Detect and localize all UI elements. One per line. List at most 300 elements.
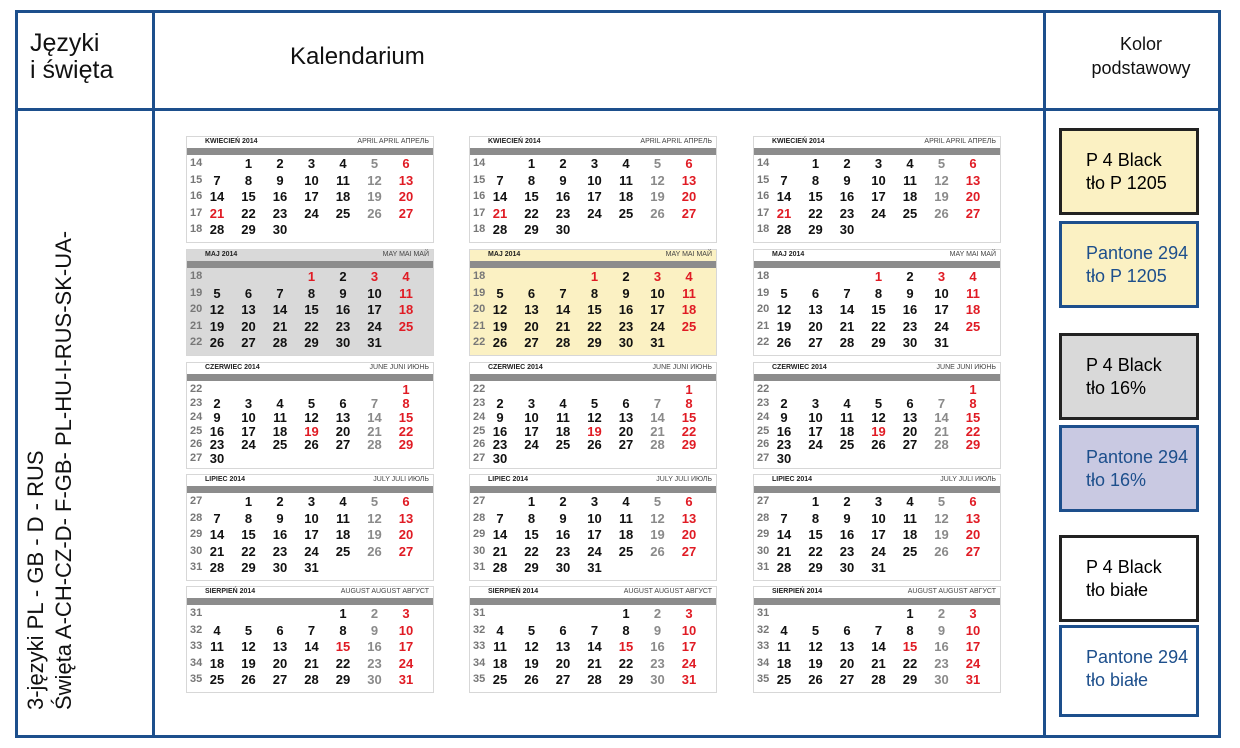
day-number: 13 (524, 302, 539, 318)
color-header (1066, 32, 1216, 80)
day-number: 6 (969, 156, 977, 171)
day-number: 9 (276, 510, 284, 526)
day-number: 21 (587, 655, 602, 671)
day-number: 10 (304, 510, 319, 526)
month-name: MAJ 2014 (772, 251, 805, 258)
day-number: 2 (559, 156, 567, 171)
day-number: 7 (213, 510, 221, 526)
week-number: 24 (473, 410, 486, 423)
color-swatch (1059, 333, 1199, 420)
day-number: 7 (653, 395, 662, 411)
day-number: 9 (622, 285, 630, 301)
day-number: 1 (307, 269, 316, 284)
day-number: 19 (524, 655, 539, 671)
day-number: 19 (209, 318, 225, 334)
day-number: 20 (808, 318, 823, 334)
day-number: 2 (213, 395, 221, 411)
languages-holidays-label (22, 110, 78, 710)
day-number: 21 (934, 423, 949, 439)
day-number: 1 (244, 494, 253, 509)
month-calendar (186, 249, 434, 356)
day-number: 26 (776, 335, 792, 351)
column-divider-2 (1043, 10, 1046, 738)
day-number: 10 (871, 172, 886, 188)
day-number: 6 (244, 285, 253, 301)
week-number: 23 (473, 396, 486, 409)
day-number: 18 (492, 655, 508, 671)
day-number: 23 (555, 543, 571, 559)
swatch-background: tło P 1205 (1086, 173, 1167, 193)
day-number: 1 (339, 606, 347, 621)
calendar-header: Kalendarium (290, 43, 425, 70)
day-number: 27 (398, 205, 414, 221)
day-number: 18 (618, 189, 634, 205)
day-number: 8 (307, 285, 316, 301)
day-number: 23 (650, 655, 665, 671)
day-number: 15 (902, 639, 918, 655)
day-number: 18 (902, 527, 918, 543)
week-number: 22 (190, 336, 203, 349)
day-number: 10 (241, 409, 256, 425)
week-number: 14 (473, 157, 486, 169)
weekday-header-bar (754, 598, 1000, 605)
day-number: 21 (272, 318, 288, 334)
day-number: 9 (339, 285, 347, 301)
day-number: 2 (622, 269, 630, 284)
month-calendar (469, 362, 717, 469)
day-number: 21 (492, 205, 508, 221)
day-number: 9 (213, 409, 221, 425)
day-number: 29 (398, 437, 414, 453)
day-number: 11 (336, 510, 350, 526)
day-number: 4 (213, 622, 221, 638)
day-number: 12 (808, 639, 823, 655)
day-number: 11 (966, 285, 980, 301)
day-number: 1 (874, 269, 883, 284)
day-number: 23 (367, 655, 382, 671)
month-title-bar (754, 363, 1000, 374)
month-name-translations: APRIL APRIL АПРЕЛЬ (640, 138, 712, 145)
day-number: 18 (776, 655, 792, 671)
day-number: 19 (587, 423, 602, 439)
day-number: 27 (335, 437, 351, 453)
day-number: 22 (524, 205, 539, 221)
day-number: 3 (969, 606, 977, 621)
day-number: 30 (272, 560, 288, 576)
week-number: 20 (190, 303, 203, 316)
day-number: 16 (555, 189, 571, 205)
day-number: 23 (934, 655, 949, 671)
week-number: 15 (473, 173, 486, 186)
month-title-bar (470, 250, 716, 261)
day-number: 27 (681, 543, 697, 559)
week-number: 26 (473, 438, 486, 451)
day-number: 21 (209, 205, 225, 221)
day-number: 23 (902, 318, 918, 334)
week-number: 35 (190, 673, 203, 686)
day-number: 26 (209, 335, 225, 351)
day-number: 7 (590, 622, 599, 638)
day-number: 22 (335, 655, 351, 671)
day-number: 24 (587, 205, 602, 221)
day-number: 22 (241, 543, 256, 559)
day-number: 29 (808, 222, 823, 238)
day-number: 26 (650, 205, 665, 221)
day-number: 12 (587, 409, 602, 425)
day-number: 30 (367, 672, 382, 688)
day-number: 13 (398, 510, 414, 526)
day-number: 12 (367, 172, 382, 188)
day-number: 7 (780, 172, 788, 188)
day-number: 2 (370, 606, 379, 621)
color-swatch (1059, 221, 1199, 308)
week-number: 27 (473, 452, 486, 465)
day-number: 11 (399, 285, 413, 301)
day-number: 1 (527, 494, 536, 509)
month-title-bar (754, 250, 1000, 261)
day-number: 31 (965, 672, 981, 688)
week-number: 31 (190, 561, 203, 574)
month-name: MAJ 2014 (488, 251, 521, 258)
day-number: 29 (241, 222, 256, 238)
month-calendar (469, 586, 717, 693)
day-number: 17 (934, 302, 949, 318)
day-number: 22 (902, 655, 918, 671)
day-number: 20 (555, 655, 571, 671)
day-number: 6 (559, 622, 567, 638)
day-number: 9 (276, 172, 284, 188)
day-number: 24 (965, 655, 981, 671)
day-number: 10 (587, 510, 602, 526)
day-number: 20 (272, 655, 288, 671)
day-number: 12 (650, 510, 665, 526)
day-number: 30 (555, 560, 571, 576)
day-number: 24 (304, 543, 319, 559)
week-number: 18 (190, 223, 203, 236)
month-title-bar (187, 250, 433, 261)
day-number: 29 (902, 672, 918, 688)
day-number: 16 (902, 302, 918, 318)
day-number: 27 (681, 205, 697, 221)
day-number: 11 (273, 409, 287, 425)
day-number: 18 (398, 302, 414, 318)
day-number: 15 (398, 409, 414, 425)
day-number: 5 (780, 285, 788, 301)
week-number: 25 (190, 424, 203, 437)
month-name: LIPIEC 2014 (772, 476, 813, 483)
day-number: 24 (650, 318, 665, 334)
swatch-ink: P 4 Black (1086, 355, 1162, 375)
day-number: 25 (965, 318, 981, 334)
day-number: 5 (527, 622, 536, 638)
week-number: 25 (757, 424, 770, 437)
day-number: 14 (492, 527, 508, 543)
month-title-bar (754, 587, 1000, 598)
month-name-translations: JULY JULI ИЮЛЬ (656, 476, 712, 483)
languages-header-line2: i święta (30, 56, 114, 84)
week-number: 20 (473, 303, 486, 316)
day-number: 12 (492, 302, 508, 318)
day-number: 3 (307, 494, 316, 509)
day-number: 17 (367, 302, 382, 318)
day-number: 10 (304, 172, 319, 188)
day-number: 8 (906, 622, 914, 638)
month-name: SIERPIEŃ 2014 (205, 588, 256, 595)
swatch-background: tło 16% (1086, 378, 1147, 398)
day-number: 24 (304, 205, 319, 221)
day-number: 10 (808, 409, 823, 425)
month-name: MAJ 2014 (205, 251, 238, 258)
day-number: 23 (839, 543, 855, 559)
holidays-label: Święta A-CH-CZ-D- F-GB- PL-HU-I-RUS-SK-UA- (51, 230, 76, 710)
day-number: 31 (681, 672, 697, 688)
day-number: 28 (934, 437, 949, 453)
day-number: 31 (871, 560, 886, 576)
day-number: 10 (587, 172, 602, 188)
day-number: 6 (402, 494, 410, 509)
day-number: 29 (808, 560, 823, 576)
day-number: 26 (241, 672, 256, 688)
day-number: 10 (934, 285, 949, 301)
day-number: 9 (906, 285, 914, 301)
day-number: 4 (906, 156, 914, 171)
day-number: 17 (650, 302, 665, 318)
week-number: 21 (757, 319, 770, 332)
day-number: 25 (555, 437, 571, 453)
day-number: 20 (398, 527, 414, 543)
day-number: 18 (335, 527, 351, 543)
day-number: 24 (934, 318, 949, 334)
day-number: 20 (524, 318, 539, 334)
month-title-bar (754, 137, 1000, 148)
day-number: 17 (524, 423, 539, 439)
week-number: 23 (757, 396, 770, 409)
month-calendar (186, 136, 434, 243)
day-number: 25 (902, 543, 918, 559)
week-number: 31 (473, 607, 486, 619)
week-number: 17 (757, 206, 770, 219)
day-number: 11 (903, 510, 917, 526)
day-number: 23 (492, 437, 508, 453)
week-number: 20 (757, 303, 770, 316)
day-number: 19 (871, 423, 886, 439)
week-number: 22 (757, 383, 770, 395)
day-number: 14 (776, 527, 792, 543)
day-number: 17 (965, 639, 981, 655)
day-number: 31 (934, 335, 949, 351)
day-number: 24 (681, 655, 697, 671)
day-number: 7 (213, 172, 221, 188)
week-number: 18 (473, 223, 486, 236)
day-number: 30 (776, 451, 792, 467)
month-name: CZERWIEC 2014 (772, 364, 827, 371)
day-number: 12 (934, 510, 949, 526)
day-number: 28 (776, 560, 792, 576)
day-number: 14 (934, 409, 949, 425)
day-number: 5 (307, 395, 316, 411)
day-number: 4 (685, 269, 693, 284)
day-number: 8 (811, 172, 820, 188)
day-number: 23 (335, 318, 351, 334)
week-number: 35 (473, 673, 486, 686)
day-number: 11 (210, 639, 224, 655)
day-number: 8 (339, 622, 347, 638)
day-number: 28 (492, 560, 508, 576)
day-number: 10 (965, 622, 981, 638)
month-name-translations: JUNE JUNI ИЮНЬ (936, 364, 996, 371)
day-number: 3 (937, 269, 946, 284)
day-number: 6 (685, 156, 693, 171)
day-number: 3 (527, 395, 536, 411)
day-number: 3 (402, 606, 410, 621)
day-number: 30 (839, 560, 855, 576)
day-number: 7 (370, 395, 379, 411)
day-number: 7 (937, 395, 946, 411)
weekday-header-bar (187, 261, 433, 268)
day-number: 20 (681, 527, 697, 543)
day-number: 8 (874, 285, 883, 301)
day-number: 19 (650, 527, 665, 543)
day-number: 20 (902, 423, 918, 439)
day-number: 13 (555, 639, 571, 655)
day-number: 17 (681, 639, 697, 655)
day-number: 8 (590, 285, 599, 301)
day-number: 7 (780, 510, 788, 526)
day-number: 4 (559, 395, 567, 411)
day-number: 6 (906, 395, 914, 411)
day-number: 18 (965, 302, 981, 318)
day-number: 9 (496, 409, 504, 425)
day-number: 1 (622, 606, 630, 621)
day-number: 3 (874, 156, 883, 171)
day-number: 4 (906, 494, 914, 509)
day-number: 19 (934, 189, 949, 205)
day-number: 21 (650, 423, 665, 439)
color-swatch (1059, 625, 1199, 717)
day-number: 29 (335, 672, 351, 688)
color-swatch (1059, 425, 1199, 512)
day-number: 18 (839, 423, 855, 439)
day-number: 24 (871, 543, 886, 559)
day-number: 14 (871, 639, 886, 655)
weekday-header-bar (754, 148, 1000, 155)
day-number: 8 (244, 172, 253, 188)
day-number: 19 (367, 189, 382, 205)
week-number: 22 (473, 383, 486, 395)
day-number: 9 (780, 409, 788, 425)
day-number: 11 (903, 172, 917, 188)
day-number: 15 (335, 639, 351, 655)
month-title-bar (754, 475, 1000, 486)
day-number: 18 (902, 189, 918, 205)
month-title-bar (470, 363, 716, 374)
day-number: 6 (276, 622, 284, 638)
day-number: 26 (934, 205, 949, 221)
day-number: 30 (839, 222, 855, 238)
day-number: 10 (681, 622, 697, 638)
day-number: 24 (367, 318, 382, 334)
day-number: 31 (587, 560, 602, 576)
day-number: 15 (241, 189, 256, 205)
week-number: 27 (190, 495, 203, 507)
month-name-translations: APRIL APRIL АПРЕЛЬ (357, 138, 429, 145)
color-header-line1: Kolor (1119, 34, 1163, 54)
day-number: 6 (811, 285, 820, 301)
day-number: 5 (213, 285, 221, 301)
day-number: 27 (902, 437, 918, 453)
month-name: SIERPIEŃ 2014 (772, 588, 823, 595)
day-number: 4 (843, 395, 851, 411)
day-number: 22 (965, 423, 981, 439)
day-number: 26 (650, 543, 665, 559)
day-number: 29 (871, 335, 886, 351)
day-number: 31 (650, 335, 665, 351)
day-number: 25 (492, 672, 508, 688)
day-number: 25 (272, 437, 288, 453)
day-number: 4 (969, 269, 977, 284)
swatch-ink: Pantone 294 (1086, 243, 1189, 263)
week-number: 28 (190, 511, 203, 524)
day-number: 12 (871, 409, 886, 425)
day-number: 4 (622, 494, 630, 509)
day-number: 30 (492, 451, 508, 467)
week-number: 28 (757, 511, 770, 524)
week-number: 28 (473, 511, 486, 524)
day-number: 14 (304, 639, 319, 655)
week-number: 21 (190, 319, 203, 332)
week-number: 23 (190, 396, 203, 409)
day-number: 12 (304, 409, 319, 425)
week-number: 32 (757, 623, 770, 636)
day-number: 25 (902, 205, 918, 221)
day-number: 25 (681, 318, 697, 334)
day-number: 15 (871, 302, 886, 318)
month-calendar (469, 249, 717, 356)
day-number: 26 (367, 543, 382, 559)
day-number: 2 (653, 606, 662, 621)
day-number: 8 (244, 510, 253, 526)
month-name-translations: MAY MAI МАЙ (665, 251, 712, 258)
day-number: 25 (209, 672, 225, 688)
day-number: 26 (808, 672, 823, 688)
day-number: 26 (587, 437, 602, 453)
header-divider (15, 108, 1221, 111)
day-number: 25 (398, 318, 414, 334)
day-number: 8 (685, 395, 693, 411)
month-calendar (753, 249, 1001, 356)
week-number: 31 (757, 561, 770, 574)
day-number: 17 (587, 527, 602, 543)
weekday-header-bar (187, 486, 433, 493)
day-number: 19 (492, 318, 508, 334)
day-number: 7 (874, 622, 883, 638)
day-number: 17 (587, 189, 602, 205)
day-number: 6 (685, 494, 693, 509)
day-number: 13 (965, 172, 981, 188)
day-number: 23 (272, 205, 288, 221)
day-number: 7 (307, 622, 316, 638)
month-name: LIPIEC 2014 (205, 476, 246, 483)
day-number: 25 (776, 672, 792, 688)
day-number: 17 (241, 423, 256, 439)
month-title-bar (187, 137, 433, 148)
day-number: 26 (304, 437, 319, 453)
day-number: 15 (241, 527, 256, 543)
week-number: 17 (473, 206, 486, 219)
week-number: 14 (757, 157, 770, 169)
day-number: 11 (682, 285, 696, 301)
day-number: 13 (335, 409, 351, 425)
